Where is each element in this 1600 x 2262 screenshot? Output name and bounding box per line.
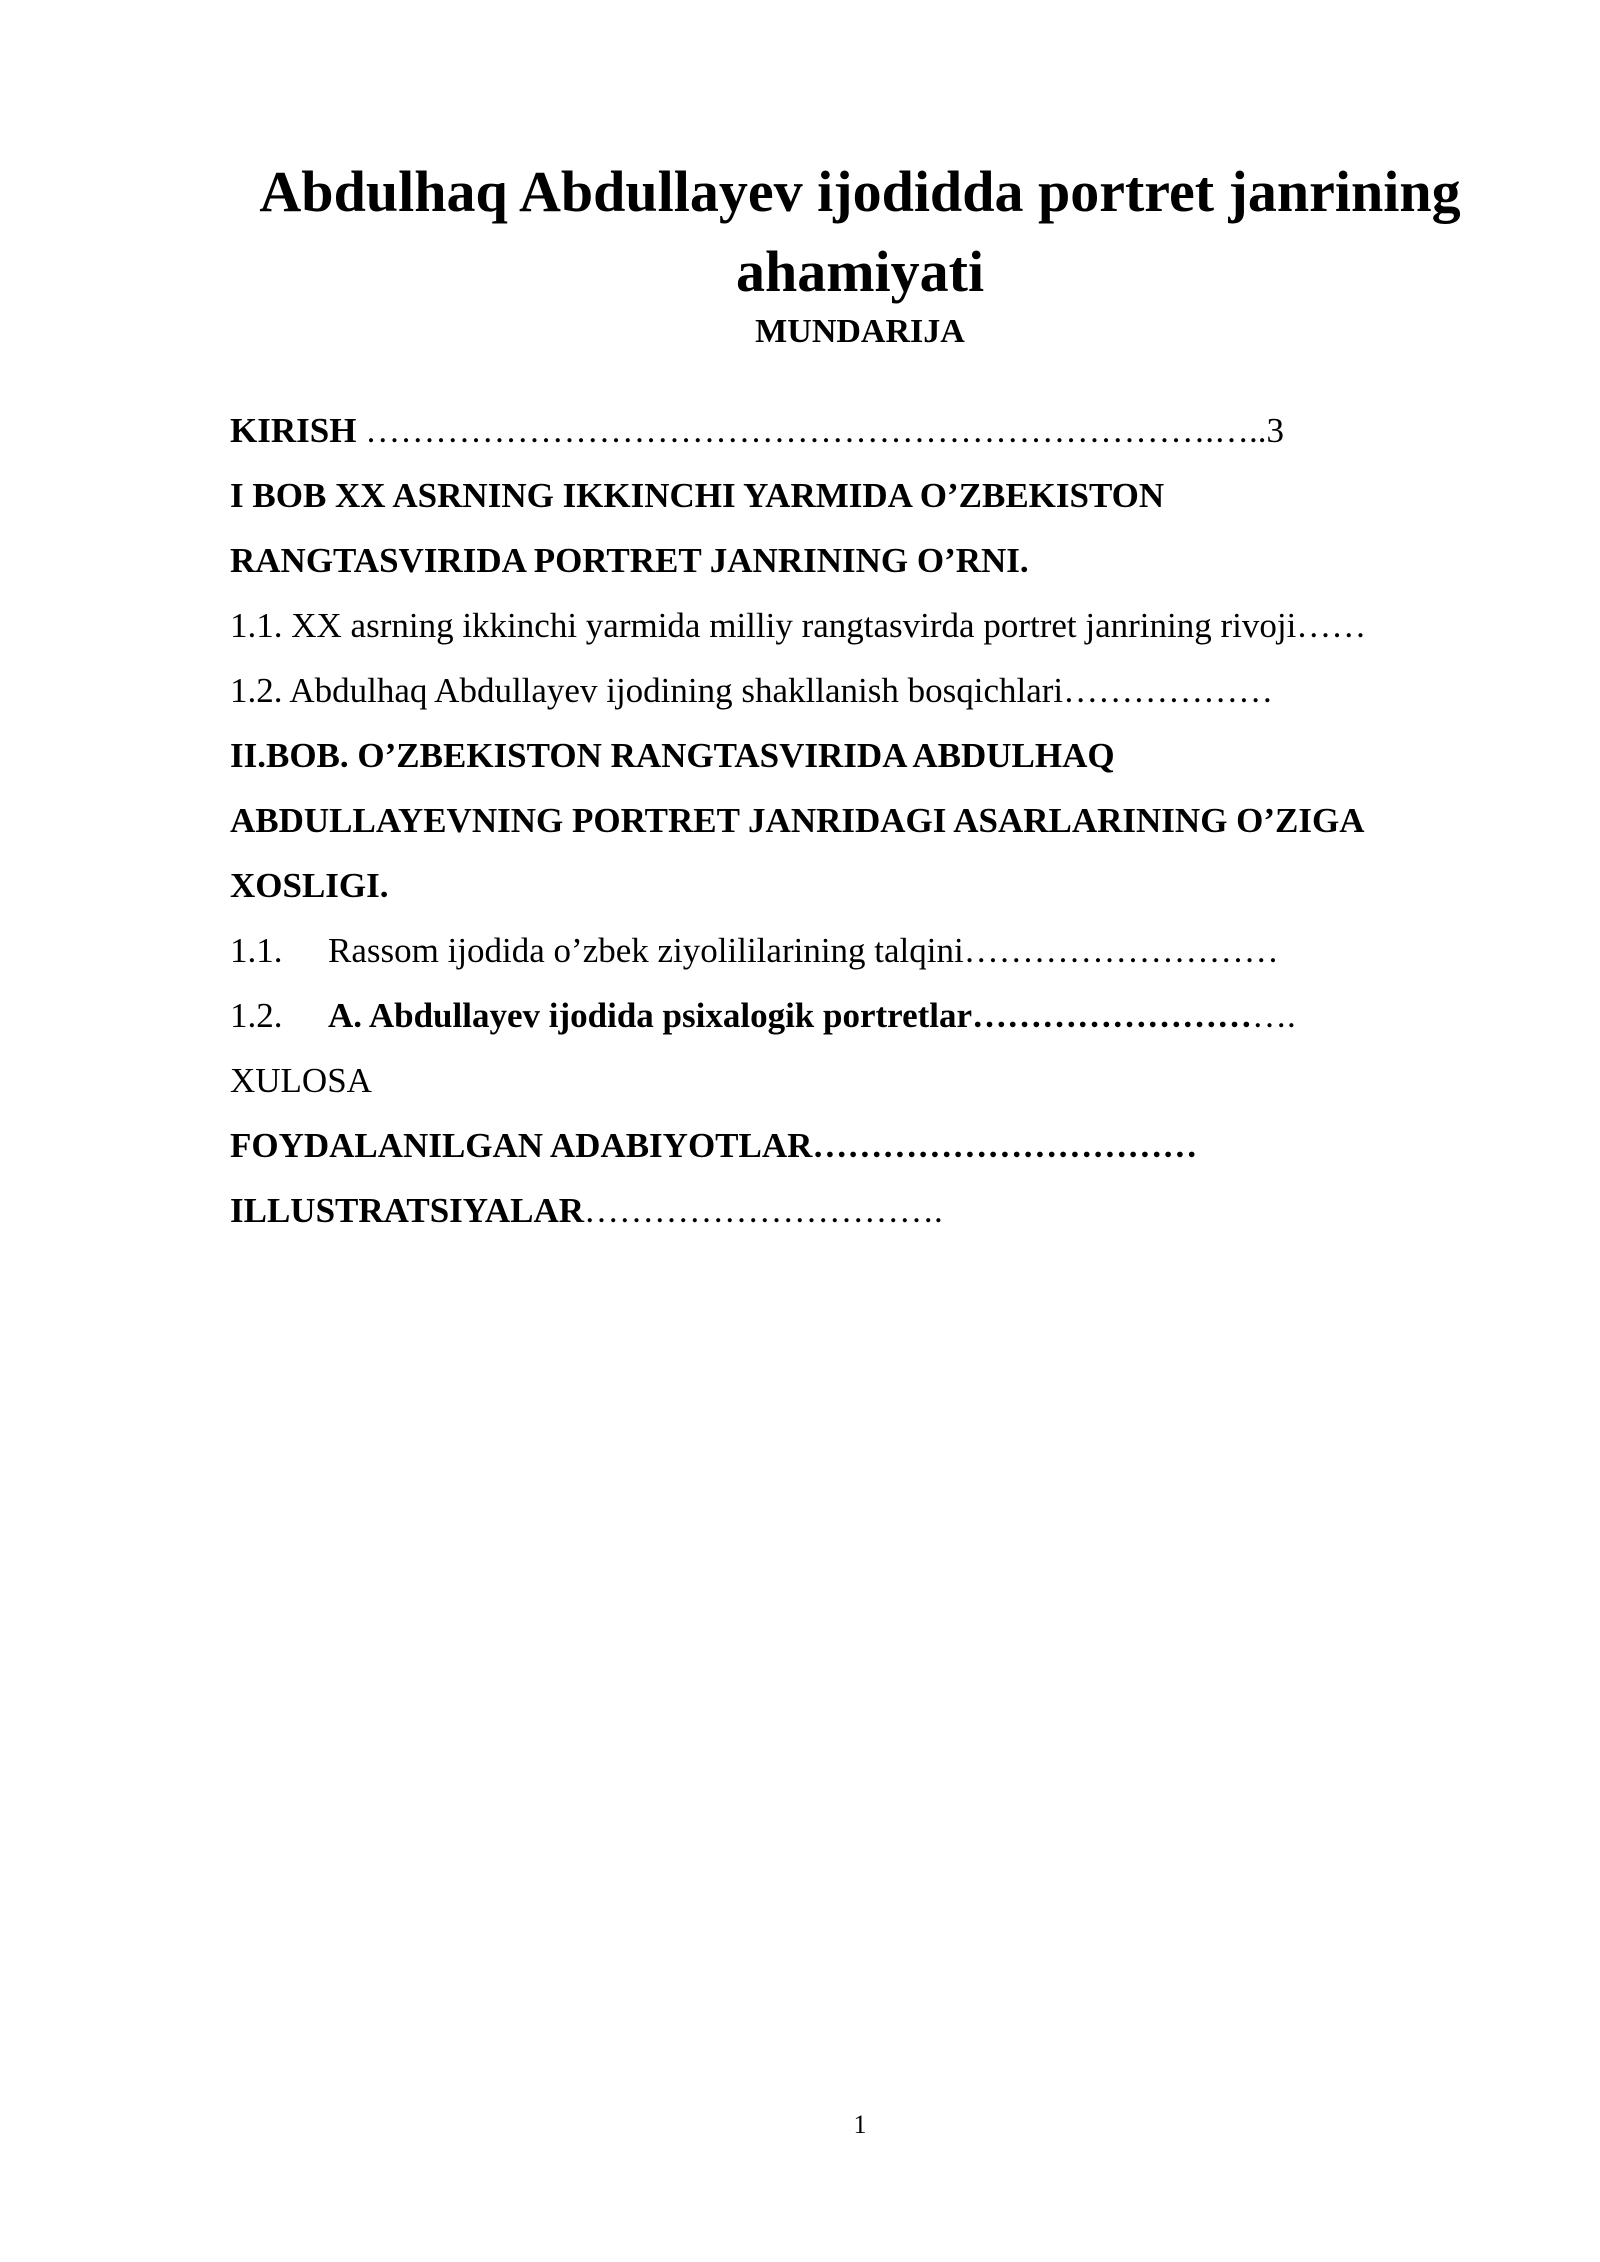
toc-chapter-1-line-2[interactable]: RANGTASVIRIDA PORTRET JANRINING O’RNI.: [230, 541, 1029, 580]
toc-page-number: 3: [1266, 411, 1284, 450]
toc-entry-xulosa[interactable]: XULOSA: [230, 1061, 372, 1100]
toc-heading: MUNDARIJA: [755, 313, 965, 350]
toc-section-2-2[interactable]: [230, 983, 1530, 1048]
document-title: Abdulhaq Abdullayev ijodidda portret janrining ahamiyati: [259, 159, 1461, 304]
toc-section-text: A. Abdullayev ijodida psixalogik portretlar……………………: [328, 996, 1253, 1035]
toc-chapter-2-line-2[interactable]: ABDULLAYEVNING PORTRET JANRIDAGI ASARLARINING O’ZIGA: [230, 801, 1365, 840]
toc-section-number: 1.1.: [230, 931, 283, 970]
toc-entry-label: ILLUSTRATSIYALAR: [230, 1191, 585, 1230]
toc-chapter-1-line-1[interactable]: I BOB XX ASRNING IKKINCHI YARMIDA O’ZBEKISTON: [230, 476, 1165, 515]
toc-section-number: 1.2.: [230, 996, 283, 1035]
toc-leader-dots: ……………………………………………………………….…..: [356, 411, 1267, 450]
toc-entry-label: FOYDALANILGAN ADABIYOTLAR: [230, 1126, 813, 1165]
toc-section-text: Rassom ijodida o’zbek ziyolililarining talqini………………………: [328, 931, 1279, 970]
toc-leader-dots: ………………………….: [584, 1191, 943, 1230]
page-number: 1: [853, 2110, 867, 2139]
toc-entry-label: KIRISH: [230, 411, 357, 450]
toc-leader-dots: ….: [1252, 996, 1296, 1035]
toc-section-1-1[interactable]: 1.1. XX asrning ikkinchi yarmida milliy rangtasvirda portret janrining rivoji……: [230, 606, 1367, 645]
table-of-contents: [230, 398, 1530, 1243]
toc-entry-kirish[interactable]: [230, 398, 1530, 463]
toc-chapter-2-line-3[interactable]: XOSLIGI.: [230, 866, 389, 905]
toc-leader-dots: ……………………………: [812, 1126, 1198, 1165]
toc-section-2-1[interactable]: [230, 918, 1530, 983]
toc-entry-illustratsiyalar[interactable]: [230, 1178, 1530, 1243]
toc-chapter-2-line-1[interactable]: II.BOB. O’ZBEKISTON RANGTASVIRIDA ABDULHAQ: [230, 736, 1115, 775]
toc-section-1-2[interactable]: 1.2. Abdulhaq Abdullayev ijodining shakllanish bosqichlari………………: [230, 671, 1274, 710]
toc-entry-foydalanilgan-adabiyotlar[interactable]: [230, 1113, 1530, 1178]
